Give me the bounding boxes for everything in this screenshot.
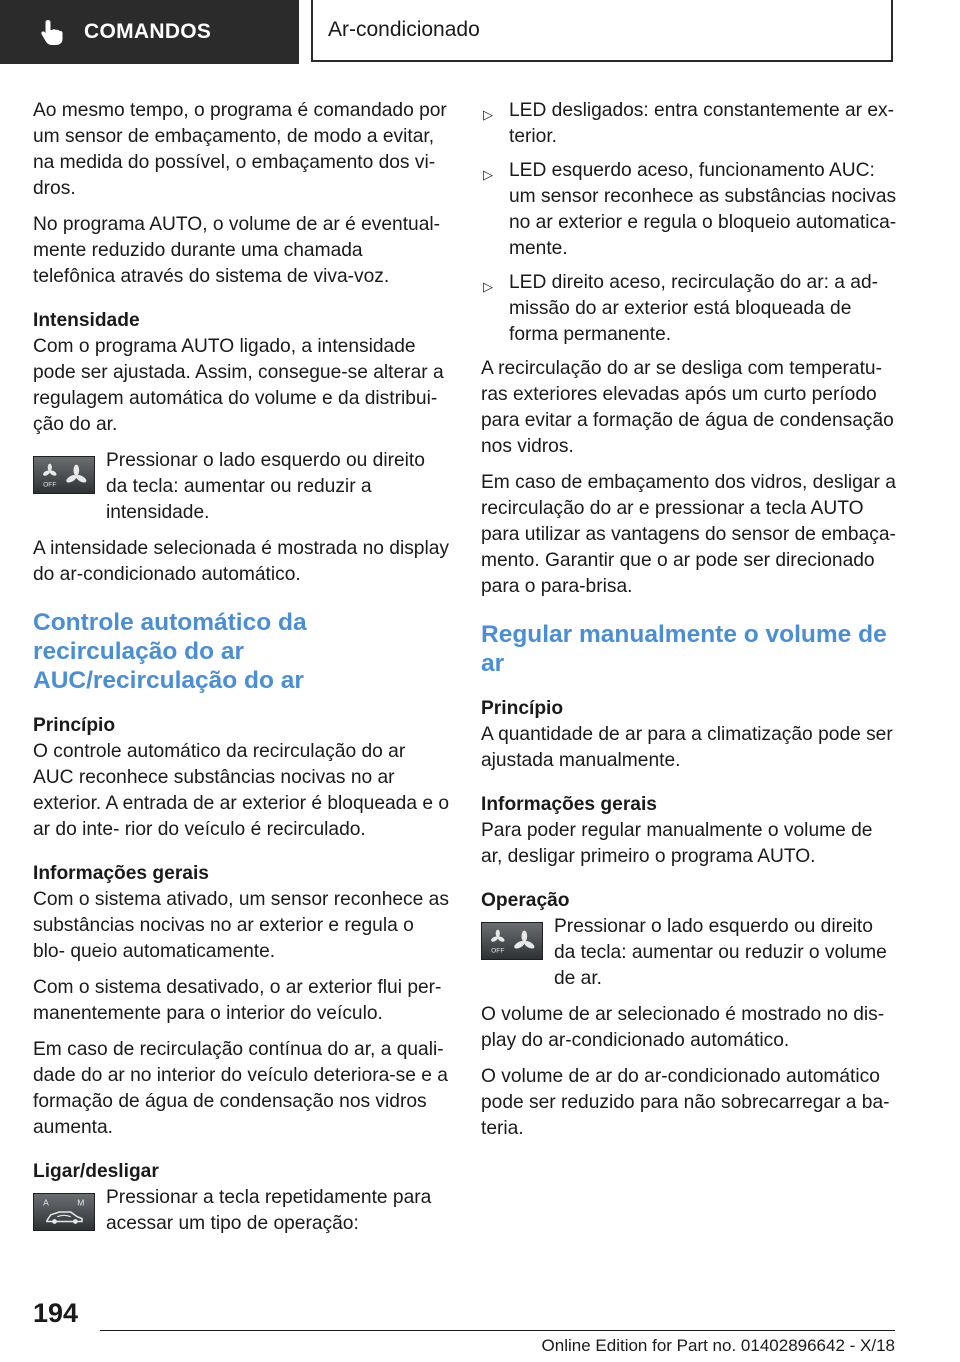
paragraph: Com o sistema desativado, o ar exterior flui per‐ manentemente para o interior do veículo. xyxy=(33,977,442,1024)
subheading-informacoes: Informações gerais xyxy=(481,794,657,815)
paragraph: O volume de ar do ar-condicionado automático pode ser reduzido para não sobrecarregar a ba‐ teria. xyxy=(481,1066,890,1139)
paragraph: Em caso de recirculação contínua do ar, a quali‐ dade do ar no interior do veículo deteriora-se e a formação de água de condensação nos vidros aumenta. xyxy=(33,1039,448,1138)
edition-note: Online Edition for Part no. 01402896642 - X/18 xyxy=(541,1336,895,1355)
subheading-principio: Princípio xyxy=(481,698,564,719)
fan-off-button-image xyxy=(481,922,543,960)
list-item: ▷ LED desligados: entra constantemente ar ex‐ terior. xyxy=(483,100,895,147)
left-column xyxy=(33,98,449,1247)
car-recirculation-icon xyxy=(34,1194,94,1230)
fan-icon xyxy=(34,457,94,493)
section-tab xyxy=(0,0,299,64)
paragraph: A intensidade selecionada é mostrada no display do ar-condicionado automático. xyxy=(33,538,450,585)
icon-paragraph-text: Pressionar o lado esquerdo ou direito da tecla: aumentar ou reduzir o volume de ar. xyxy=(554,916,887,989)
subheading-principio: Princípio xyxy=(33,715,116,736)
section-heading-regular: Regular manualmente o volume de ar xyxy=(481,621,887,677)
auc-m-label: M xyxy=(77,1197,85,1208)
icon-paragraph-text: Pressionar o lado esquerdo ou direito da tecla: aumentar ou reduzir a intensidade. xyxy=(106,450,425,523)
triangle-bullet-icon: ▷ xyxy=(483,279,493,294)
section-heading-auc: Controle automático da recirculação do ar AUC/recirculação do ar xyxy=(33,609,307,694)
paragraph: Com o sistema ativado, um sensor reconhece as substâncias nocivas no ar exterior e regula o blo‐ queio automaticamente. xyxy=(33,889,449,962)
chapter-title: Ar-condicionado xyxy=(328,18,480,41)
off-label: OFF xyxy=(43,481,57,489)
paragraph: Para poder regular manualmente o volume de ar, desligar primeiro o programa AUTO. xyxy=(481,820,873,867)
paragraph: A recirculação do ar se desliga com temperatu‐ ras exteriores elevadas após um curto período para evitar a formação de água de condensação nos vidros. xyxy=(481,358,894,457)
paragraph: O controle automático da recirculação do ar AUC reconhece substâncias nocivas no ar exterior. A entrada de ar exterior é bloqueada e o ar do inte‐ rior do veículo é recirculado. xyxy=(33,741,450,840)
subheading-ligar: Ligar/desligar xyxy=(33,1161,159,1182)
paragraph: A quantidade de ar para a climatização pode ser ajustada manualmente. xyxy=(481,724,893,771)
auc-button-image xyxy=(33,1193,95,1231)
paragraph: O volume de ar selecionado é mostrado no dis‐ play do ar-condicionado automático. xyxy=(481,1004,885,1051)
subheading-operacao: Operação xyxy=(481,890,570,911)
paragraph: Em caso de embaçamento dos vidros, desligar a recirculação do ar e pressionar a tecla AUTO para utilizar as vantagens do sensor de embaça‐ mento. Garantir que o ar pode ser direcionado para o para-brisa. xyxy=(481,472,896,597)
subheading-informacoes: Informações gerais xyxy=(33,863,209,884)
footer-rule xyxy=(100,1330,895,1331)
list-item: ▷ LED esquerdo aceso, funcionamento AUC: um sensor reconhece as substâncias nocivas no ar exterior e regula o bloqueio automatica‐ mente. xyxy=(483,160,897,259)
hand-pointer-icon xyxy=(40,18,64,46)
off-label: OFF xyxy=(491,947,505,955)
list-item: ▷ LED direito aceso, recirculação do ar: a ad‐ missão do ar exterior está bloqueada de forma permanente. xyxy=(483,272,879,345)
led-state-list xyxy=(481,98,897,348)
triangle-bullet-icon: ▷ xyxy=(483,167,493,182)
fan-icon xyxy=(482,923,542,959)
section-title: COMANDOS xyxy=(84,20,212,43)
paragraph: No programa AUTO, o volume de ar é eventual‐ mente reduzido durante uma chamada telefônica através do sistema de viva-voz. xyxy=(33,214,441,287)
icon-paragraph xyxy=(481,914,897,992)
icon-paragraph-text: Pressionar a tecla repetidamente para acessar um tipo de operação: xyxy=(106,1187,432,1234)
page-number: 194 xyxy=(33,1298,79,1328)
triangle-bullet-icon: ▷ xyxy=(483,107,493,122)
auc-a-label: A xyxy=(43,1197,49,1208)
paragraph: Com o programa AUTO ligado, a intensidade pode ser ajustada. Assim, consegue-se alterar a regulagem automática do volume e da distribui‐ ção do ar. xyxy=(33,336,444,435)
icon-paragraph xyxy=(33,448,449,526)
subheading-intensidade: Intensidade xyxy=(33,310,140,331)
fan-off-button-image xyxy=(33,456,95,494)
right-column xyxy=(481,98,897,1152)
paragraph: Ao mesmo tempo, o programa é comandado por um sensor de embaçamento, de modo a evitar, na medida do possível, o embaçamento dos vi‐ dros. xyxy=(33,100,447,199)
icon-paragraph xyxy=(33,1185,449,1237)
chapter-tab xyxy=(311,0,893,62)
